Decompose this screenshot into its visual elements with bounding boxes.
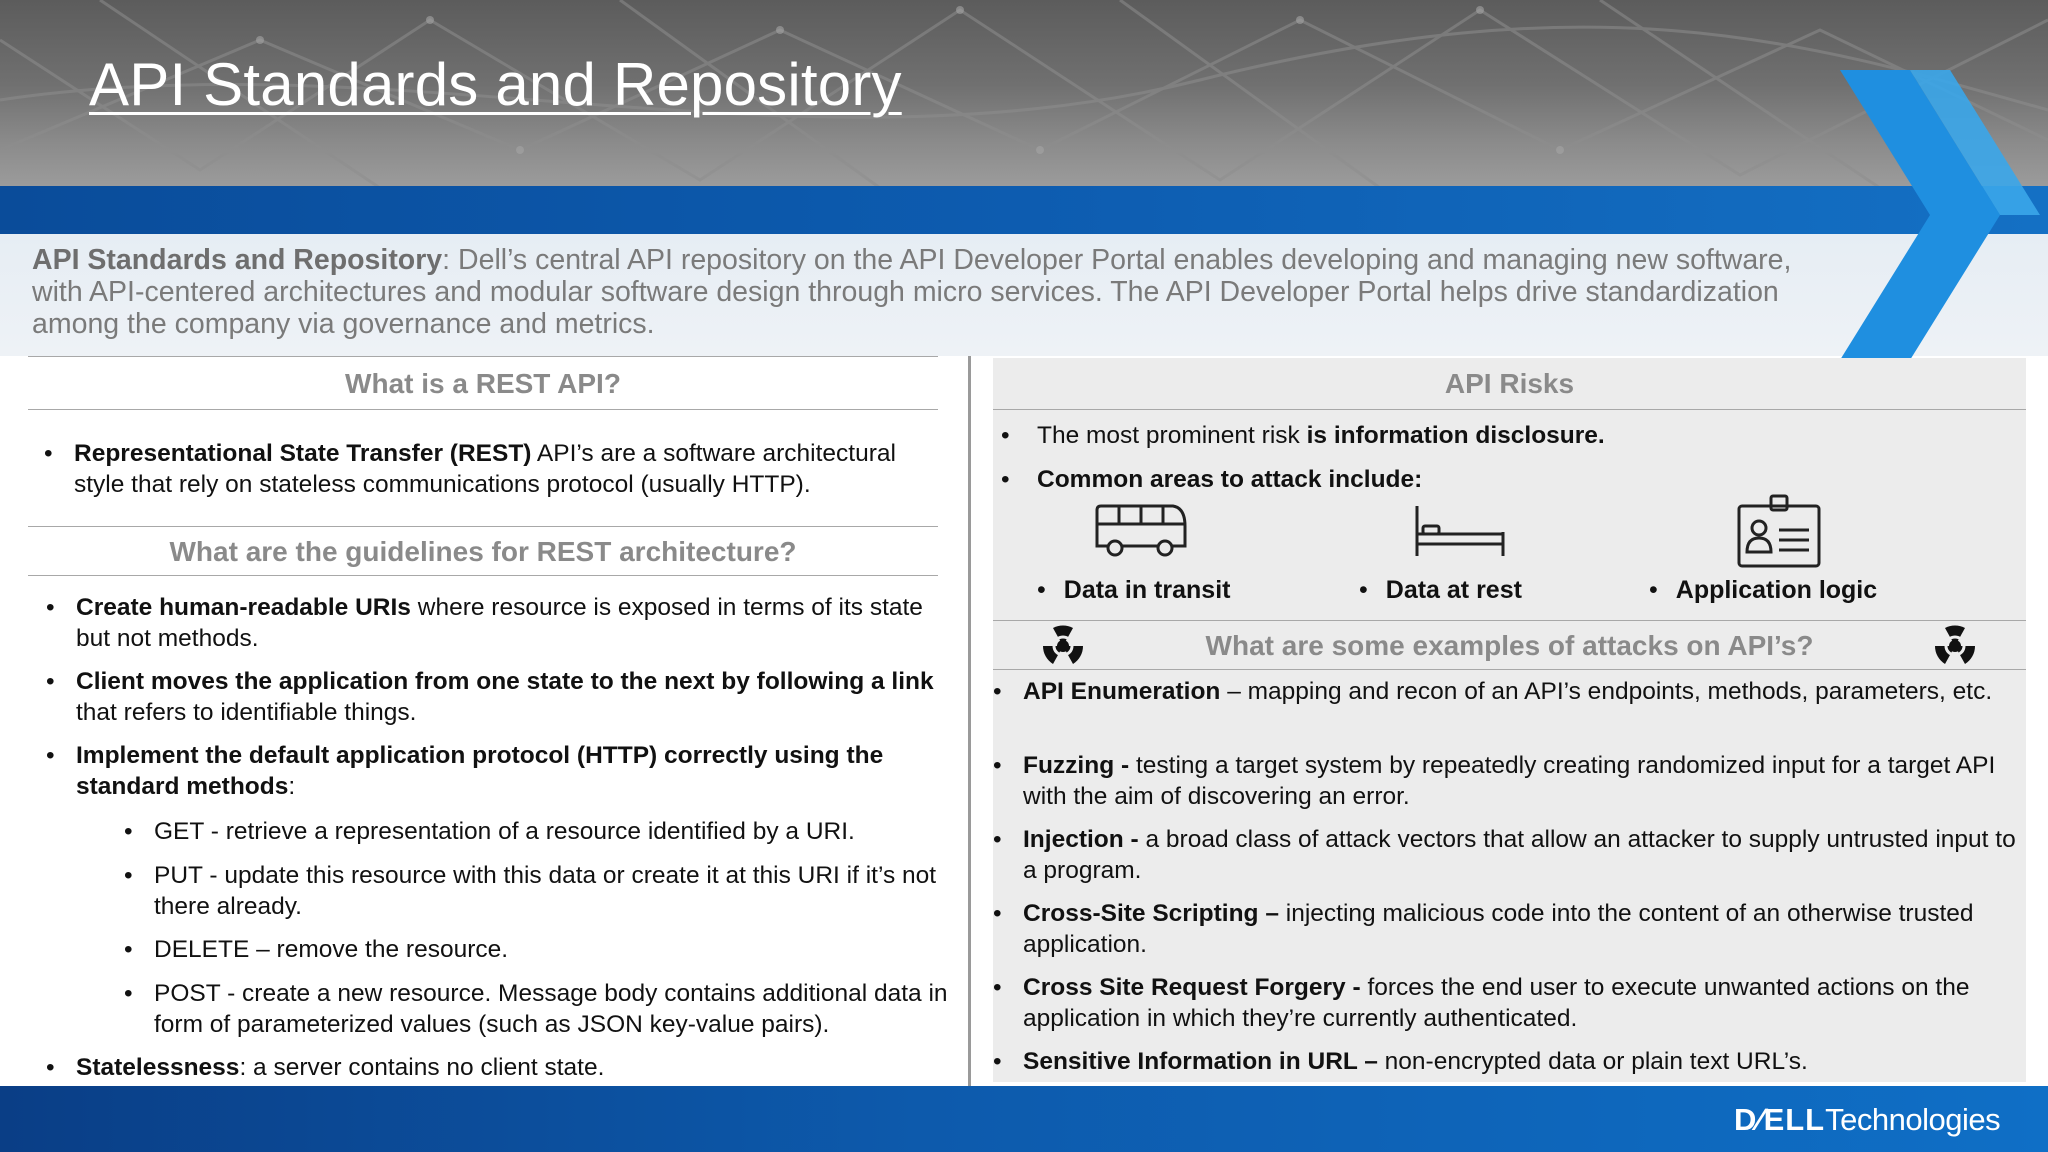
rest-definition: API’s are a software architectural style that rely on stateless communications protocol (usually HTTP). xyxy=(74,440,896,498)
intro-lead: API Standards and Repository xyxy=(32,244,443,276)
bus-icon xyxy=(1093,502,1189,560)
bullet-dot: • xyxy=(1001,422,1010,449)
http-method-item xyxy=(124,860,944,922)
attack-item xyxy=(993,824,2021,886)
bullet-dot: • xyxy=(124,936,133,963)
attack-examples-heading: What are some examples of attacks on API’s? xyxy=(993,620,2026,670)
guideline-text: where resource is exposed in terms of its state but not methods. xyxy=(76,594,923,652)
attack-desc: testing a target system by repeatedly creating randomized input for a target API with the aim of discovering an error. xyxy=(1023,752,1996,810)
http-method-text: POST - create a new resource. Message body contains additional data in form of parameterized values (such as JSON key-value pairs). xyxy=(154,980,948,1038)
bullet-dot: • xyxy=(124,862,133,889)
guideline-bold: Create human-readable URIs xyxy=(76,594,411,621)
attack-area-label: Data at rest xyxy=(1385,576,1522,604)
dell-technologies-logo xyxy=(1734,1102,2000,1138)
attack-area-label: Application logic xyxy=(1675,576,1878,604)
bullet-dot: • xyxy=(1037,576,1046,604)
risk-bold: Common areas to attack include: xyxy=(1037,466,1423,493)
http-method-item xyxy=(124,978,984,1040)
right-panel xyxy=(993,358,2026,1082)
bullet-dot: • xyxy=(124,980,133,1007)
guideline-text: : xyxy=(288,773,296,800)
risk-bold: is information disclosure. xyxy=(1306,422,1605,449)
bullet-dot: • xyxy=(993,900,1002,927)
rest-api-heading: What is a REST API? xyxy=(28,356,938,410)
attack-name: Cross Site Request Forgery - xyxy=(1023,974,1368,1001)
risk-item xyxy=(1001,420,2001,451)
bullet-dot: • xyxy=(993,678,1002,705)
attack-item xyxy=(993,750,2021,812)
intro-body: : Dell’s central API repository on the API Developer Portal enables developing and managing new software, with API-centered architectures and modular software design through micro services. The API Developer Portal helps drive standardization among the company via governance and metrics. xyxy=(32,244,1792,340)
intro-paragraph xyxy=(32,244,1832,340)
attack-name: Fuzzing - xyxy=(1023,752,1136,779)
attack-item xyxy=(993,972,2023,1034)
logo-technologies: Technologies xyxy=(1825,1102,2001,1137)
bed-icon xyxy=(1413,502,1507,560)
attack-area-transit xyxy=(1037,576,1230,605)
bullet-dot: • xyxy=(44,440,53,467)
attack-item xyxy=(993,898,2023,960)
http-method-text: DELETE – remove the resource. xyxy=(154,936,509,963)
bullet-dot: • xyxy=(993,974,1002,1001)
attack-name: Sensitive Information in URL – xyxy=(1023,1048,1385,1075)
bullet-dot: • xyxy=(1001,466,1010,493)
guideline-item xyxy=(46,666,946,728)
attack-desc: forces the end user to execute unwanted actions on the application in which they’re currently authenticated. xyxy=(1023,974,1970,1032)
bullet-dot: • xyxy=(46,668,55,695)
statelessness-text: : a server contains no client state. xyxy=(239,1054,605,1081)
blue-band xyxy=(0,186,2048,234)
guideline-item xyxy=(46,592,926,654)
attack-area-rest xyxy=(1359,576,1522,605)
bullet-dot: • xyxy=(1649,576,1658,604)
column-divider xyxy=(968,356,971,1088)
bullet-dot: • xyxy=(46,594,55,621)
bullet-dot: • xyxy=(993,826,1002,853)
attack-name: Cross-Site Scripting – xyxy=(1023,900,1286,927)
api-risks-heading: API Risks xyxy=(993,358,2026,410)
risk-item xyxy=(1001,464,2001,495)
http-method-text: PUT - update this resource with this data or create it at this URI if it’s not there already. xyxy=(154,862,937,920)
rest-term: Representational State Transfer (REST) xyxy=(74,440,532,467)
attack-item xyxy=(993,1046,2021,1077)
risk-text: The most prominent risk xyxy=(1037,422,1307,449)
attack-desc: injecting malicious code into the content of an otherwise trusted application. xyxy=(1023,900,1974,958)
guideline-bold: Client moves the application from one state to the next by following a link xyxy=(76,668,934,695)
attack-area-label: Data in transit xyxy=(1063,576,1231,604)
guideline-bold: Implement the default application protocol (HTTP) correctly using the standard methods xyxy=(76,742,884,800)
attack-name: Injection - xyxy=(1023,826,1146,853)
http-method-item xyxy=(124,816,944,847)
bullet-dot: • xyxy=(124,818,133,845)
rest-guidelines-heading: What are the guidelines for REST architecture? xyxy=(28,526,938,576)
attack-desc: a broad class of attack vectors that allow an attacker to supply untrusted input to a program. xyxy=(1023,826,2016,884)
attack-desc: non-encrypted data or plain text URL’s. xyxy=(1384,1048,1808,1075)
radiation-hazard-icon xyxy=(1035,618,1091,674)
bullet-dot: • xyxy=(46,1054,55,1081)
attack-item xyxy=(993,676,2021,707)
id-badge-icon xyxy=(1735,494,1823,570)
attack-area-logic xyxy=(1649,576,1877,605)
statelessness-bullet xyxy=(46,1052,926,1083)
bullet-dot: • xyxy=(993,752,1002,779)
guideline-text: that refers to identifiable things. xyxy=(76,699,417,726)
bullet-dot: • xyxy=(993,1048,1002,1075)
bullet-dot: • xyxy=(46,742,55,769)
page-title: API Standards and Repository xyxy=(89,51,902,118)
statelessness-term: Statelessness xyxy=(76,1054,240,1081)
rest-definition-bullet xyxy=(44,438,944,500)
left-panel xyxy=(28,356,948,1084)
chevron-graphic xyxy=(1840,70,2048,360)
http-method-item xyxy=(124,934,944,965)
bullet-dot: • xyxy=(1359,576,1368,604)
header-banner xyxy=(0,0,2048,188)
attack-name: API Enumeration xyxy=(1023,678,1221,705)
http-method-text: GET - retrieve a representation of a resource identified by a URI. xyxy=(154,818,855,845)
logo-dell: D∕ELL xyxy=(1734,1102,1826,1137)
attack-desc: – mapping and recon of an API’s endpoints, methods, parameters, etc. xyxy=(1220,678,1993,705)
radiation-hazard-icon xyxy=(1927,618,1983,674)
guideline-item xyxy=(46,740,946,802)
